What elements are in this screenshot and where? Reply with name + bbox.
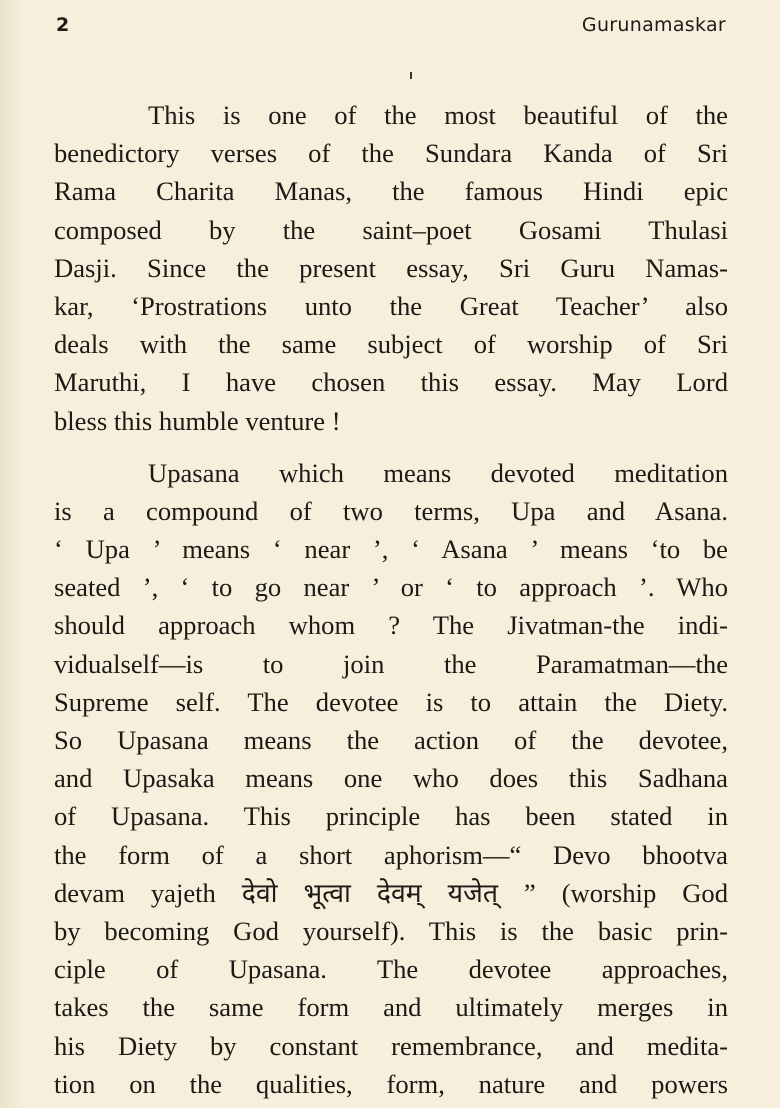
page-header — [44, 14, 726, 44]
text-line: This is one of the most beautiful of the — [148, 100, 728, 130]
text-line: ‘ Upa ’ means ‘ near ’, ‘ Asana ’ means ‘to be — [54, 534, 728, 565]
text-line: ciple of Upasana. The devotee approaches, — [54, 954, 728, 985]
text-line: benedictory verses of the Sundara Kanda of Sri — [54, 138, 728, 169]
text-line: takes the same form and ultimately merges in — [54, 992, 728, 1023]
text-line: his Diety by constant remembrance, and medita- — [54, 1030, 728, 1061]
print-speck — [410, 72, 412, 79]
text-line: Dasji. Since the present essay, Sri Guru Namas- — [54, 252, 728, 283]
text-line: vidualself—is to join the Paramatman—the — [54, 648, 728, 679]
text-line: So Upasana means the action of the devotee, — [54, 725, 728, 755]
text-line: seated ’, ‘ to go near ’ or ‘ to approach ’. Who — [54, 572, 728, 603]
text-line: bless this humble venture ! — [54, 405, 341, 436]
text-line: Supreme self. The devotee is to attain the Diety. — [54, 686, 728, 717]
text-line: of Upasana. This principle has been stated in — [54, 801, 728, 832]
text-line: Upasana which means devoted meditation — [148, 457, 728, 488]
paragraph-gap — [54, 440, 728, 454]
text-line: and Upasaka means one who does this Sadhana — [54, 763, 728, 794]
text-line: deals with the same subject of worship of Sri — [54, 329, 728, 360]
paragraph-1 — [54, 96, 728, 440]
text-line: tion on the qualities, form, nature and powers — [54, 1068, 728, 1099]
text-line: composed by the saint–poet Gosami Thulasi — [54, 214, 728, 245]
text-line: Rama Charita Manas, the famous Hindi epic — [54, 176, 728, 207]
body-text — [54, 96, 728, 1103]
text-line: the form of a short aphorism—“ Devo bhootva — [54, 839, 728, 870]
text-line: is a compound of two terms, Upa and Asana. — [54, 495, 728, 526]
running-head-title: Gurunamaskar — [581, 14, 726, 36]
page-number: 2 — [56, 14, 70, 36]
text-line: kar, ‘Prostrations unto the Great Teacher’ also — [54, 290, 728, 321]
text-line: should approach whom ? The Jivatman-the indi- — [54, 610, 728, 641]
text-line: Maruthi, I have chosen this essay. May Lord — [54, 367, 728, 398]
text-line: by becoming God yourself). This is the basic prin- — [54, 915, 728, 946]
paragraph-2 — [54, 454, 728, 1103]
text-line: devam yajeth देवो भूत्वा देवम् यजेत् ” (worship God — [54, 877, 728, 908]
page-gutter-shadow — [0, 0, 26, 1108]
